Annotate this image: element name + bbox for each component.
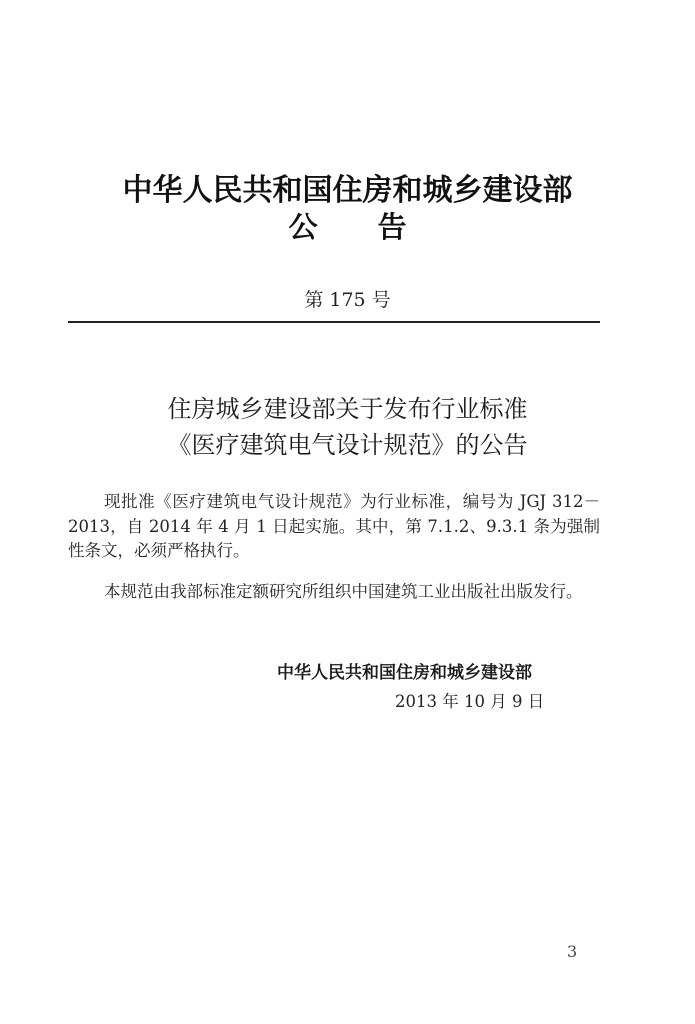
ministry-title: 中华人民共和国住房和城乡建设部 (122, 173, 573, 208)
announcement-title: 公告 (288, 210, 467, 244)
body-paragraph-1: 现批准《医疗建筑电气设计规范》为行业标准，编号为 JGJ 312－2013，自 2014 年 4 月 1 日起实施。其中，第 7.1.2、9.3.1 条为强制性条文，必须严格执行。 (68, 492, 600, 560)
body-paragraph-2: 本规范由我部标准定额研究所组织中国建筑工业出版社出版发行。 (104, 582, 583, 601)
announcement-number: 第 175 号 (304, 289, 391, 311)
heading-line-2: 《医疗建筑电气设计规范》的公告 (167, 431, 528, 459)
page-number: 3 (567, 942, 578, 961)
heading-line-1: 住房城乡建设部关于发布行业标准 (167, 395, 528, 423)
signature-organization: 中华人民共和国住房和城乡建设部 (277, 663, 532, 683)
signature-date: 2013 年 10 月 9 日 (395, 692, 545, 711)
horizontal-rule (68, 321, 600, 323)
